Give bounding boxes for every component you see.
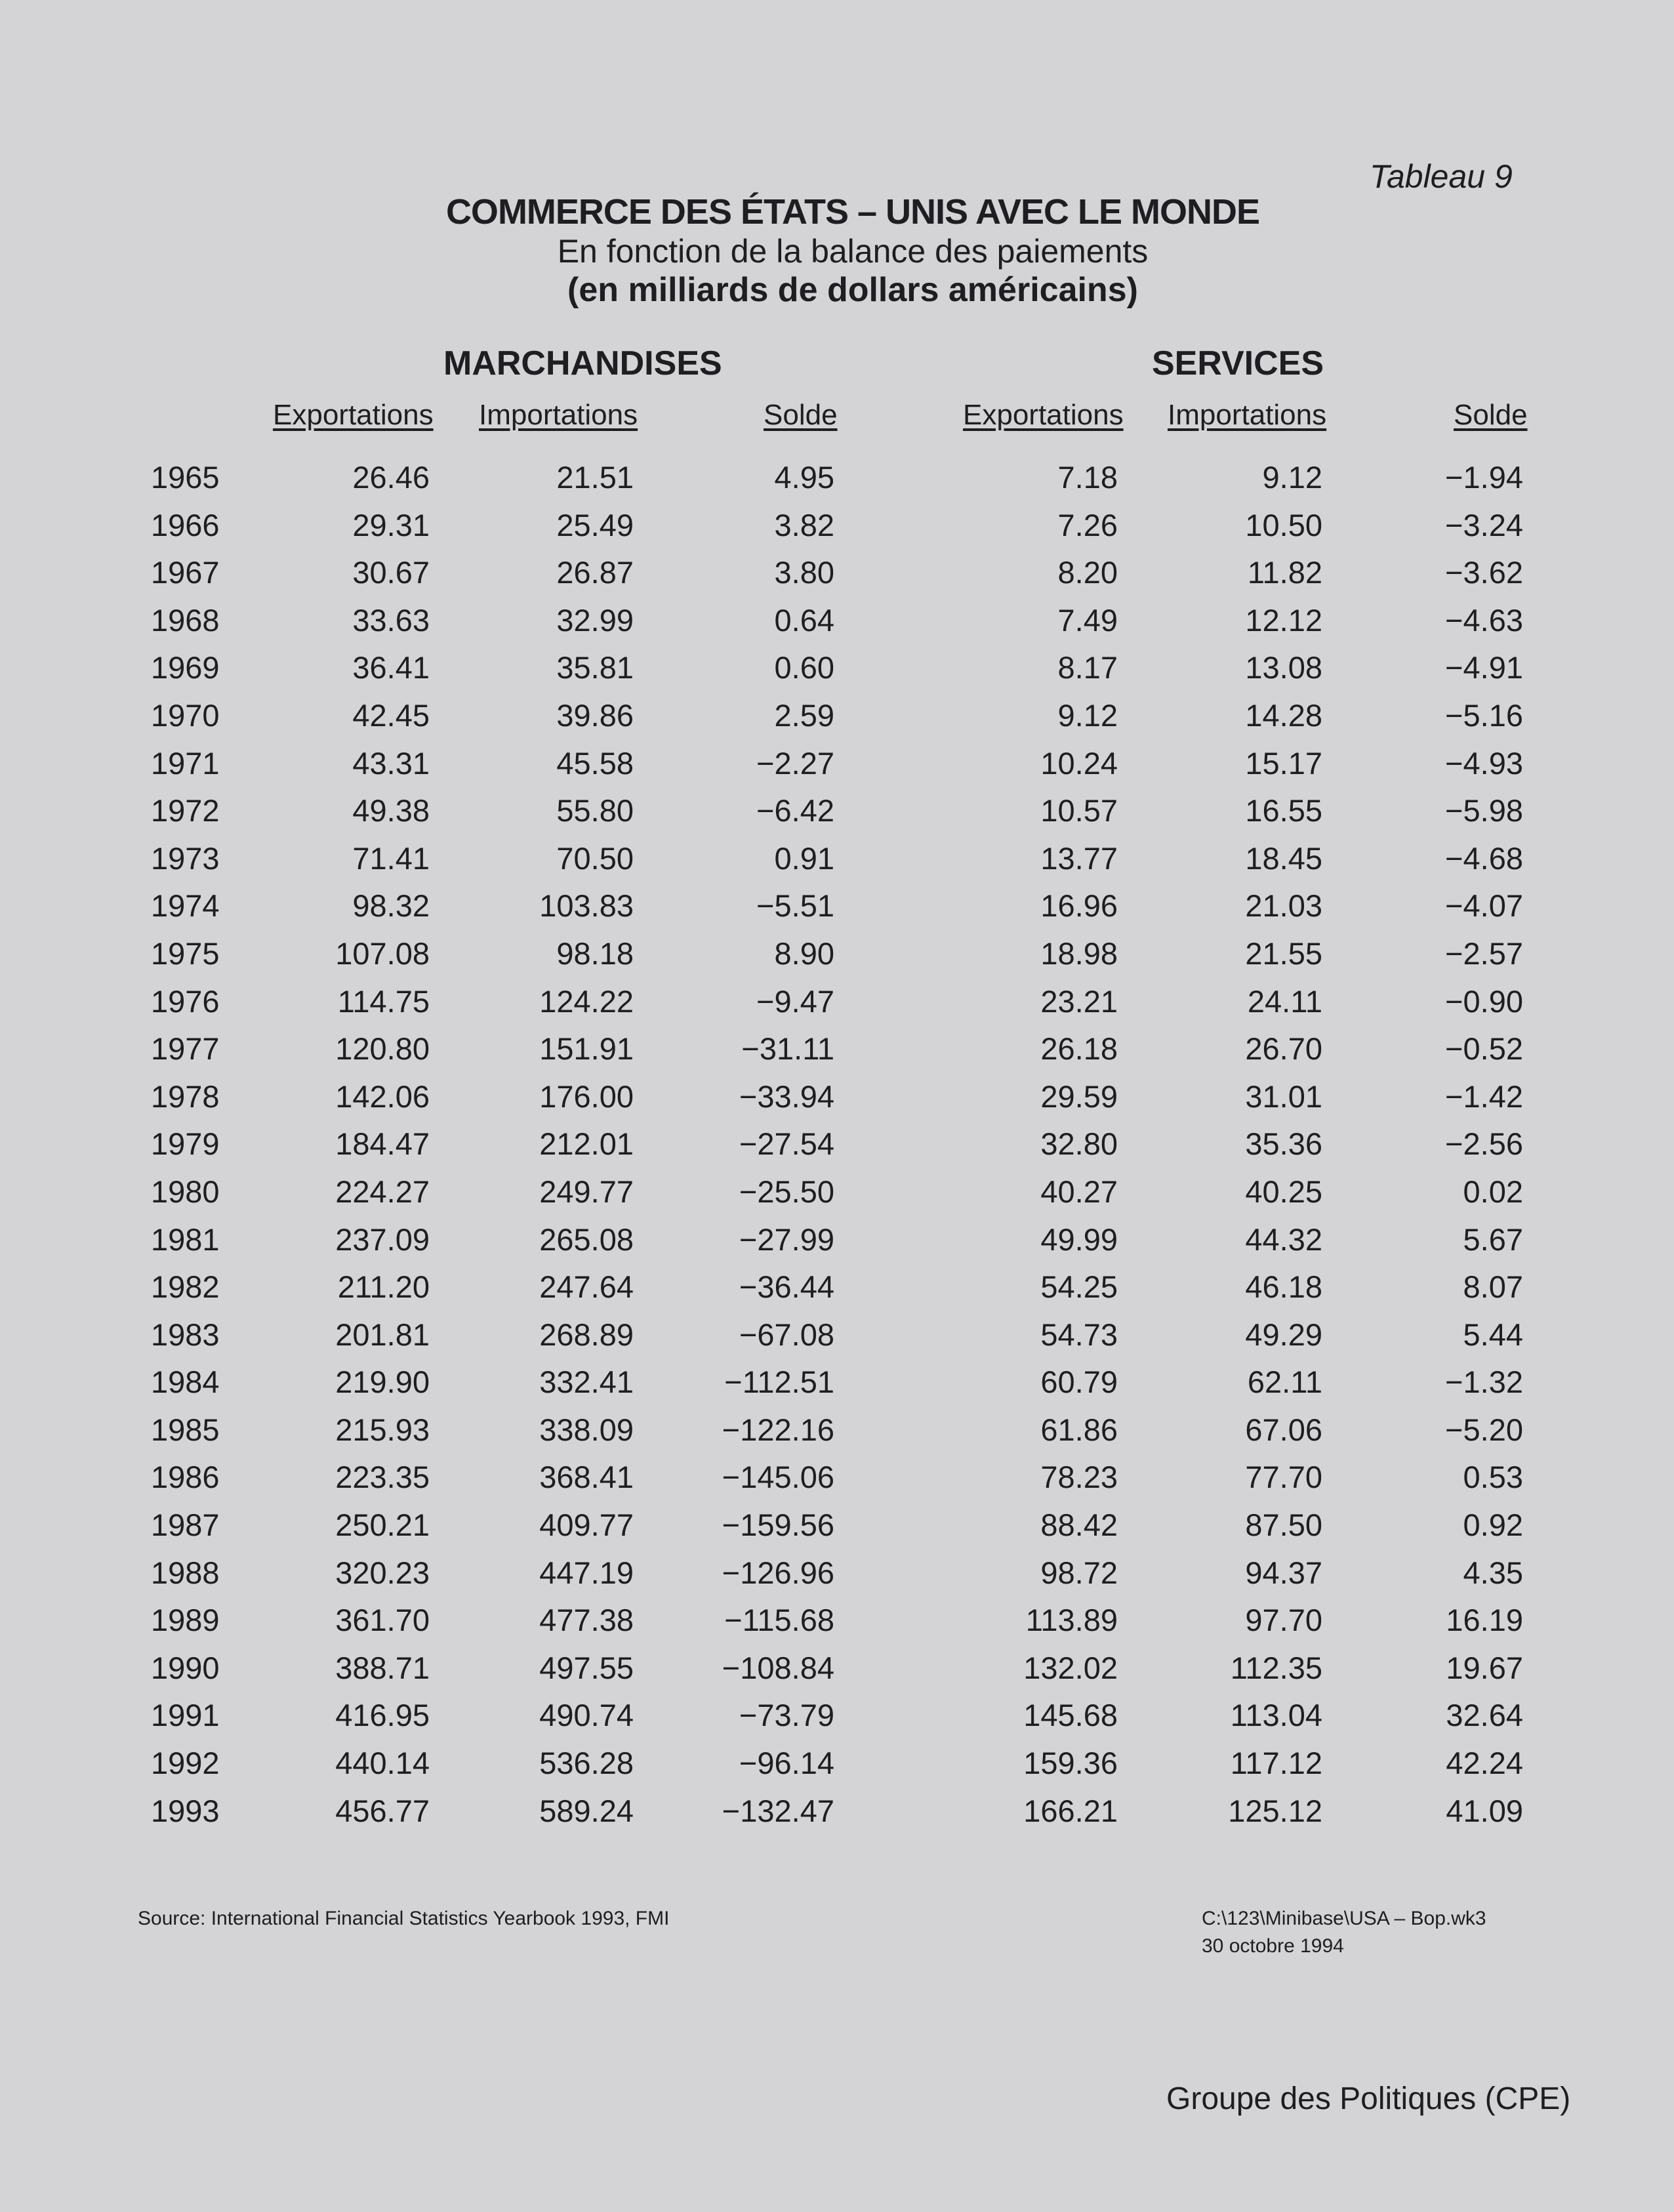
- serv-balance-cell: −3.62: [1445, 555, 1523, 590]
- serv-exports-cell: 9.12: [1057, 697, 1118, 733]
- serv-exports-cell: 13.77: [1040, 840, 1118, 876]
- merch-exports-cell: 215.93: [335, 1412, 430, 1447]
- table-row: [0, 1745, 1674, 1793]
- table-row: [0, 1650, 1674, 1698]
- merch-balance-cell: −27.99: [739, 1221, 834, 1257]
- merch-imports-cell: 332.41: [539, 1364, 634, 1400]
- table-row: [0, 1459, 1674, 1507]
- year-cell: 1972: [151, 793, 220, 829]
- serv-imports-cell: 62.11: [1247, 1364, 1322, 1400]
- serv-imports-cell: 125.12: [1228, 1793, 1322, 1828]
- serv-imports-cell: 44.32: [1245, 1221, 1322, 1257]
- merch-exports-cell: 223.35: [335, 1460, 430, 1495]
- page-subtitle: En fonction de la balance des paiements: [557, 233, 1149, 270]
- serv-balance-cell: −4.07: [1445, 888, 1523, 924]
- merch-exports-cell: 201.81: [335, 1317, 430, 1352]
- serv-balance-cell: −4.93: [1445, 745, 1523, 781]
- merch-imports-cell: 249.77: [539, 1174, 634, 1209]
- year-cell: 1966: [151, 507, 220, 543]
- serv-exports-cell: 159.36: [1023, 1746, 1118, 1781]
- group-header-services: SERVICES: [1152, 344, 1324, 382]
- serv-imports-cell: 24.11: [1247, 983, 1322, 1019]
- serv-exports-cell: 10.24: [1040, 745, 1118, 781]
- serv-exports-cell: 29.59: [1040, 1078, 1118, 1114]
- serv-imports-cell: 13.08: [1245, 650, 1322, 686]
- serv-balance-cell: 5.44: [1463, 1317, 1523, 1352]
- serv-imports-cell: 11.82: [1247, 555, 1322, 590]
- page-title: COMMERCE DES ÉTATS – UNIS AVEC LE MONDE: [445, 192, 1260, 232]
- serv-balance-cell: 5.67: [1463, 1221, 1523, 1257]
- merch-exports-cell: 142.06: [335, 1078, 430, 1114]
- year-cell: 1984: [151, 1364, 220, 1400]
- serv-balance-cell: 0.02: [1463, 1174, 1523, 1209]
- serv-imports-cell: 9.12: [1262, 460, 1322, 495]
- table-row: [0, 1174, 1674, 1221]
- merch-balance-cell: −27.54: [739, 1126, 834, 1162]
- merch-exports-cell: 114.75: [337, 983, 430, 1019]
- merch-imports-cell: 589.24: [539, 1793, 634, 1828]
- merch-exports-cell: 36.41: [352, 650, 430, 686]
- serv-imports-cell: 16.55: [1245, 793, 1322, 829]
- merch-balance-cell: −67.08: [739, 1317, 834, 1352]
- serv-exports-cell: 18.98: [1040, 935, 1118, 971]
- document-date: 30 octobre 1994: [1202, 1935, 1344, 1957]
- merch-imports-cell: 268.89: [539, 1317, 634, 1352]
- serv-balance-cell: −5.16: [1445, 697, 1523, 733]
- year-cell: 1975: [151, 935, 220, 971]
- merch-balance-cell: 8.90: [774, 935, 834, 971]
- year-cell: 1979: [151, 1126, 220, 1162]
- serv-exports-cell: 98.72: [1040, 1555, 1118, 1590]
- merch-balance-cell: −25.50: [739, 1174, 834, 1209]
- serv-balance-cell: −3.24: [1445, 507, 1523, 543]
- merch-balance-cell: −73.79: [739, 1698, 834, 1733]
- serv-exports-cell: 54.73: [1040, 1317, 1118, 1352]
- table-row: [0, 1221, 1674, 1269]
- merch-exports-cell: 29.31: [352, 507, 430, 543]
- merch-imports-cell: 39.86: [556, 697, 634, 733]
- merch-imports-cell: 124.22: [539, 983, 634, 1019]
- merch-balance-cell: −6.42: [756, 793, 834, 829]
- table-row: [0, 1126, 1674, 1174]
- serv-balance-cell: 42.24: [1446, 1746, 1523, 1781]
- merch-imports-cell: 536.28: [539, 1746, 634, 1781]
- merch-imports-cell: 21.51: [556, 460, 634, 495]
- year-cell: 1991: [151, 1698, 220, 1733]
- serv-balance-cell: −2.57: [1445, 935, 1523, 971]
- serv-balance-cell: −5.98: [1445, 793, 1523, 829]
- table-row: [0, 554, 1674, 602]
- merch-balance-cell: 0.91: [774, 840, 834, 876]
- merch-exports-cell: 184.47: [335, 1126, 430, 1162]
- year-cell: 1970: [151, 697, 220, 733]
- merch-imports-cell: 338.09: [539, 1412, 634, 1447]
- merch-exports-cell: 49.38: [352, 793, 430, 829]
- merch-imports-cell: 26.87: [556, 555, 634, 590]
- table-row: [0, 1697, 1674, 1745]
- data-table-body: [0, 459, 1674, 1840]
- serv-balance-cell: −4.68: [1445, 840, 1523, 876]
- merch-imports-cell: 409.77: [539, 1507, 634, 1543]
- table-row: [0, 1507, 1674, 1555]
- serv-balance-cell: 41.09: [1446, 1793, 1523, 1828]
- serv-imports-cell: 10.50: [1245, 507, 1322, 543]
- serv-exports-cell: 54.25: [1040, 1269, 1118, 1305]
- merch-balance-cell: −122.16: [722, 1412, 834, 1447]
- year-cell: 1974: [151, 888, 220, 924]
- serv-imports-cell: 15.17: [1245, 745, 1322, 781]
- serv-imports-cell: 117.12: [1230, 1746, 1322, 1781]
- serv-imports-cell: 112.35: [1230, 1650, 1322, 1685]
- merch-balance-cell: 2.59: [774, 697, 834, 733]
- table-row: [0, 507, 1674, 555]
- year-cell: 1968: [151, 602, 220, 638]
- serv-exports-cell: 113.89: [1025, 1603, 1118, 1638]
- merch-imports-cell: 55.80: [556, 793, 634, 829]
- serv-imports-cell: 67.06: [1245, 1412, 1322, 1447]
- merch-balance-cell: −145.06: [722, 1460, 834, 1495]
- serv-balance-cell: −2.56: [1445, 1126, 1523, 1162]
- serv-balance-cell: 0.53: [1463, 1460, 1523, 1495]
- year-cell: 1987: [151, 1507, 220, 1543]
- serv-exports-cell: 61.86: [1040, 1412, 1118, 1447]
- merch-imports-cell: 35.81: [556, 650, 634, 686]
- merch-exports-cell: 43.31: [352, 745, 430, 781]
- serv-exports-cell: 40.27: [1040, 1174, 1118, 1209]
- footer-organization: Groupe des Politiques (CPE): [1166, 2081, 1571, 2116]
- source-note: Source: International Financial Statistics Yearbook 1993, FMI: [138, 1908, 670, 1929]
- column-header-serv-imports: Importations: [1168, 399, 1327, 431]
- table-row: [0, 1269, 1674, 1317]
- table-row: [0, 1364, 1674, 1412]
- serv-exports-cell: 166.21: [1023, 1793, 1118, 1828]
- serv-balance-cell: −5.20: [1445, 1412, 1523, 1447]
- merch-imports-cell: 98.18: [556, 935, 634, 971]
- table-row: [0, 983, 1674, 1031]
- merch-exports-cell: 26.46: [352, 460, 430, 495]
- serv-imports-cell: 21.55: [1245, 935, 1322, 971]
- merch-exports-cell: 71.41: [352, 840, 430, 876]
- serv-balance-cell: 32.64: [1446, 1698, 1523, 1733]
- column-header-merch-balance: Solde: [764, 399, 838, 431]
- merch-exports-cell: 42.45: [352, 697, 430, 733]
- serv-balance-cell: −0.52: [1445, 1031, 1523, 1067]
- table-row: [0, 1793, 1674, 1841]
- merch-balance-cell: −9.47: [756, 983, 834, 1019]
- serv-imports-cell: 35.36: [1245, 1126, 1322, 1162]
- serv-imports-cell: 31.01: [1245, 1078, 1322, 1114]
- table-row: [0, 1031, 1674, 1078]
- serv-balance-cell: 0.92: [1463, 1507, 1523, 1543]
- table-row: [0, 792, 1674, 840]
- serv-imports-cell: 87.50: [1245, 1507, 1322, 1543]
- merch-imports-cell: 103.83: [539, 888, 634, 924]
- serv-balance-cell: −1.94: [1445, 460, 1523, 495]
- table-row: [0, 1602, 1674, 1650]
- merch-imports-cell: 477.38: [539, 1603, 634, 1638]
- table-number: Tableau 9: [1370, 158, 1513, 195]
- year-cell: 1977: [151, 1031, 220, 1067]
- serv-balance-cell: −0.90: [1445, 983, 1523, 1019]
- merch-balance-cell: 0.64: [774, 602, 834, 638]
- table-row: [0, 745, 1674, 793]
- merch-balance-cell: −96.14: [739, 1746, 834, 1781]
- serv-exports-cell: 88.42: [1040, 1507, 1118, 1543]
- merch-balance-cell: 0.60: [774, 650, 834, 686]
- serv-balance-cell: −1.32: [1445, 1364, 1523, 1400]
- merch-balance-cell: −159.56: [722, 1507, 834, 1543]
- column-header-merch-imports: Importations: [479, 399, 638, 431]
- serv-exports-cell: 8.17: [1057, 650, 1118, 686]
- table-row: [0, 649, 1674, 697]
- column-header-merch-exports: Exportations: [273, 399, 434, 431]
- merch-exports-cell: 211.20: [337, 1269, 430, 1305]
- table-row: [0, 888, 1674, 935]
- serv-exports-cell: 49.99: [1040, 1221, 1118, 1257]
- year-cell: 1986: [151, 1460, 220, 1495]
- serv-imports-cell: 18.45: [1245, 840, 1322, 876]
- serv-exports-cell: 145.68: [1023, 1698, 1118, 1733]
- year-cell: 1988: [151, 1555, 220, 1590]
- serv-balance-cell: −1.42: [1445, 1078, 1523, 1114]
- serv-imports-cell: 113.04: [1230, 1698, 1322, 1733]
- year-cell: 1976: [151, 983, 220, 1019]
- merch-exports-cell: 33.63: [352, 602, 430, 638]
- serv-imports-cell: 14.28: [1245, 697, 1322, 733]
- serv-exports-cell: 16.96: [1040, 888, 1118, 924]
- merch-balance-cell: 4.95: [774, 460, 834, 495]
- serv-exports-cell: 8.20: [1057, 555, 1118, 590]
- merch-balance-cell: −132.47: [722, 1793, 834, 1828]
- serv-balance-cell: 4.35: [1463, 1555, 1523, 1590]
- serv-balance-cell: 8.07: [1463, 1269, 1523, 1305]
- merch-balance-cell: −33.94: [739, 1078, 834, 1114]
- merch-exports-cell: 219.90: [335, 1364, 430, 1400]
- serv-exports-cell: 7.18: [1057, 460, 1118, 495]
- merch-imports-cell: 368.41: [539, 1460, 634, 1495]
- merch-imports-cell: 265.08: [539, 1221, 634, 1257]
- merch-imports-cell: 212.01: [539, 1126, 634, 1162]
- merch-balance-cell: −126.96: [722, 1555, 834, 1590]
- serv-exports-cell: 60.79: [1040, 1364, 1118, 1400]
- file-path: C:\123\Minibase\USA – Bop.wk3: [1202, 1908, 1486, 1929]
- merch-balance-cell: −2.27: [756, 745, 834, 781]
- year-cell: 1993: [151, 1793, 220, 1828]
- year-cell: 1971: [151, 745, 220, 781]
- serv-exports-cell: 10.57: [1040, 793, 1118, 829]
- serv-exports-cell: 7.26: [1057, 507, 1118, 543]
- year-cell: 1982: [151, 1269, 220, 1305]
- unit-note: (en milliards de dollars américains): [567, 271, 1138, 309]
- table-row: [0, 840, 1674, 888]
- merch-imports-cell: 247.64: [539, 1269, 634, 1305]
- merch-balance-cell: −5.51: [756, 888, 834, 924]
- serv-balance-cell: −4.91: [1445, 650, 1523, 686]
- serv-imports-cell: 97.70: [1245, 1603, 1322, 1638]
- merch-imports-cell: 151.91: [539, 1031, 634, 1067]
- merch-balance-cell: −112.51: [724, 1364, 834, 1400]
- merch-exports-cell: 120.80: [335, 1031, 430, 1067]
- year-cell: 1973: [151, 840, 220, 876]
- year-cell: 1980: [151, 1174, 220, 1209]
- merch-exports-cell: 107.08: [335, 935, 430, 971]
- merch-exports-cell: 388.71: [335, 1650, 430, 1685]
- serv-balance-cell: −4.63: [1445, 602, 1523, 638]
- serv-exports-cell: 32.80: [1040, 1126, 1118, 1162]
- year-cell: 1981: [151, 1221, 220, 1257]
- column-header-serv-balance: Solde: [1454, 399, 1528, 431]
- table-row: [0, 697, 1674, 745]
- merch-exports-cell: 440.14: [335, 1746, 430, 1781]
- year-cell: 1985: [151, 1412, 220, 1447]
- merch-balance-cell: −36.44: [739, 1269, 834, 1305]
- merch-imports-cell: 447.19: [539, 1555, 634, 1590]
- merch-balance-cell: −115.68: [724, 1603, 834, 1638]
- merch-balance-cell: 3.80: [774, 555, 834, 590]
- year-cell: 1978: [151, 1078, 220, 1114]
- column-header-serv-exports: Exportations: [963, 399, 1124, 431]
- serv-exports-cell: 132.02: [1023, 1650, 1118, 1685]
- merch-exports-cell: 456.77: [335, 1793, 430, 1828]
- merch-balance-cell: 3.82: [774, 507, 834, 543]
- serv-balance-cell: 16.19: [1446, 1603, 1523, 1638]
- merch-exports-cell: 361.70: [335, 1603, 430, 1638]
- table-row: [0, 1317, 1674, 1364]
- merch-imports-cell: 45.58: [556, 745, 634, 781]
- table-row: [0, 459, 1674, 507]
- merch-exports-cell: 320.23: [335, 1555, 430, 1590]
- serv-exports-cell: 23.21: [1040, 983, 1118, 1019]
- serv-imports-cell: 12.12: [1245, 602, 1322, 638]
- merch-imports-cell: 25.49: [556, 507, 634, 543]
- merch-exports-cell: 250.21: [335, 1507, 430, 1543]
- serv-imports-cell: 77.70: [1245, 1460, 1322, 1495]
- merch-imports-cell: 32.99: [556, 602, 634, 638]
- year-cell: 1967: [151, 555, 220, 590]
- year-cell: 1965: [151, 460, 220, 495]
- serv-exports-cell: 26.18: [1040, 1031, 1118, 1067]
- serv-exports-cell: 7.49: [1057, 602, 1118, 638]
- merch-exports-cell: 30.67: [352, 555, 430, 590]
- serv-imports-cell: 26.70: [1245, 1031, 1322, 1067]
- merch-exports-cell: 416.95: [335, 1698, 430, 1733]
- merch-imports-cell: 70.50: [556, 840, 634, 876]
- group-header-merchandise: MARCHANDISES: [443, 344, 722, 382]
- table-row: [0, 1078, 1674, 1126]
- serv-imports-cell: 94.37: [1245, 1555, 1322, 1590]
- merch-imports-cell: 497.55: [539, 1650, 634, 1685]
- merch-exports-cell: 224.27: [335, 1174, 430, 1209]
- year-cell: 1992: [151, 1746, 220, 1781]
- merch-exports-cell: 98.32: [352, 888, 430, 924]
- serv-imports-cell: 21.03: [1245, 888, 1322, 924]
- serv-imports-cell: 49.29: [1245, 1317, 1322, 1352]
- merch-balance-cell: −31.11: [741, 1031, 834, 1067]
- year-cell: 1989: [151, 1603, 220, 1638]
- table-row: [0, 1555, 1674, 1603]
- table-row: [0, 1412, 1674, 1460]
- merch-imports-cell: 176.00: [539, 1078, 634, 1114]
- serv-balance-cell: 19.67: [1446, 1650, 1523, 1685]
- merch-exports-cell: 237.09: [335, 1221, 430, 1257]
- year-cell: 1983: [151, 1317, 220, 1352]
- serv-imports-cell: 40.25: [1245, 1174, 1322, 1209]
- table-row: [0, 602, 1674, 650]
- table-row: [0, 935, 1674, 983]
- year-cell: 1990: [151, 1650, 220, 1685]
- year-cell: 1969: [151, 650, 220, 686]
- serv-imports-cell: 46.18: [1245, 1269, 1322, 1305]
- merch-balance-cell: −108.84: [722, 1650, 834, 1685]
- merch-imports-cell: 490.74: [539, 1698, 634, 1733]
- serv-exports-cell: 78.23: [1040, 1460, 1118, 1495]
